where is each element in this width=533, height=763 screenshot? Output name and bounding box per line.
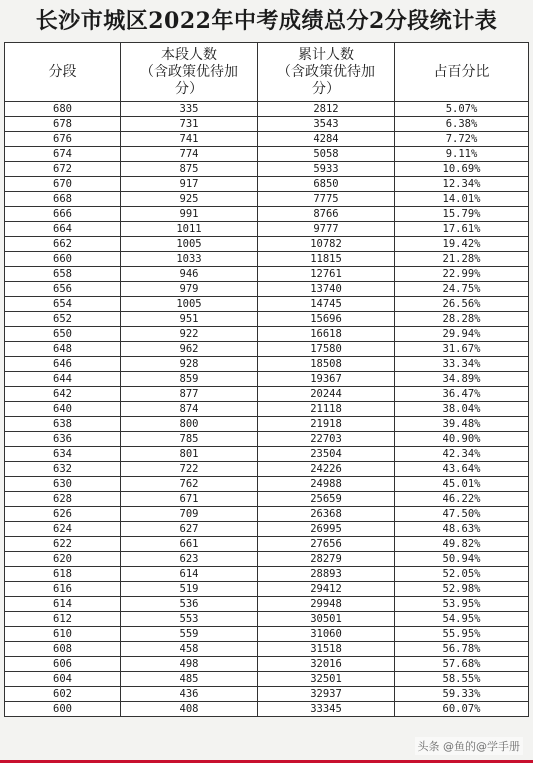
cell-percent: 26.56% bbox=[395, 297, 529, 312]
cell-score: 660 bbox=[5, 252, 121, 267]
cell-count: 671 bbox=[121, 492, 258, 507]
cell-score: 652 bbox=[5, 312, 121, 327]
table-row bbox=[5, 252, 529, 267]
cell-count: 553 bbox=[121, 612, 258, 627]
cell-percent: 52.05% bbox=[395, 567, 529, 582]
table-row bbox=[5, 387, 529, 402]
cell-percent: 21.28% bbox=[395, 252, 529, 267]
cell-score: 668 bbox=[5, 192, 121, 207]
table-row bbox=[5, 672, 529, 687]
cell-cumulative: 32016 bbox=[258, 657, 395, 672]
cell-count: 1033 bbox=[121, 252, 258, 267]
cell-count: 436 bbox=[121, 687, 258, 702]
cell-percent: 40.90% bbox=[395, 432, 529, 447]
cell-percent: 12.34% bbox=[395, 177, 529, 192]
cell-count: 762 bbox=[121, 477, 258, 492]
cell-cumulative: 9777 bbox=[258, 222, 395, 237]
cell-cumulative: 11815 bbox=[258, 252, 395, 267]
table-row bbox=[5, 357, 529, 372]
cell-score: 604 bbox=[5, 672, 121, 687]
cell-count: 922 bbox=[121, 327, 258, 342]
header-count: 本段人数 （含政策优待加 分） bbox=[121, 43, 258, 102]
cell-percent: 7.72% bbox=[395, 132, 529, 147]
cell-count: 979 bbox=[121, 282, 258, 297]
cell-count: 623 bbox=[121, 552, 258, 567]
cell-cumulative: 26995 bbox=[258, 522, 395, 537]
cell-cumulative: 25659 bbox=[258, 492, 395, 507]
table-row bbox=[5, 657, 529, 672]
cell-cumulative: 6850 bbox=[258, 177, 395, 192]
cell-percent: 52.98% bbox=[395, 582, 529, 597]
cell-count: 951 bbox=[121, 312, 258, 327]
cell-percent: 22.99% bbox=[395, 267, 529, 282]
cell-count: 498 bbox=[121, 657, 258, 672]
cell-cumulative: 29412 bbox=[258, 582, 395, 597]
cell-cumulative: 3543 bbox=[258, 117, 395, 132]
cell-score: 622 bbox=[5, 537, 121, 552]
cell-percent: 39.48% bbox=[395, 417, 529, 432]
table-row bbox=[5, 342, 529, 357]
table-row bbox=[5, 102, 529, 117]
table-row bbox=[5, 132, 529, 147]
cell-score: 638 bbox=[5, 417, 121, 432]
cell-percent: 57.68% bbox=[395, 657, 529, 672]
cell-count: 946 bbox=[121, 267, 258, 282]
cell-cumulative: 32501 bbox=[258, 672, 395, 687]
cell-count: 991 bbox=[121, 207, 258, 222]
cell-percent: 53.95% bbox=[395, 597, 529, 612]
cell-score: 648 bbox=[5, 342, 121, 357]
cell-count: 874 bbox=[121, 402, 258, 417]
cell-percent: 45.01% bbox=[395, 477, 529, 492]
cell-cumulative: 29948 bbox=[258, 597, 395, 612]
table-row bbox=[5, 282, 529, 297]
cell-cumulative: 22703 bbox=[258, 432, 395, 447]
cell-cumulative: 24226 bbox=[258, 462, 395, 477]
table-row bbox=[5, 237, 529, 252]
table-row bbox=[5, 222, 529, 237]
cell-cumulative: 21118 bbox=[258, 402, 395, 417]
cell-percent: 15.79% bbox=[395, 207, 529, 222]
cell-score: 646 bbox=[5, 357, 121, 372]
table-row bbox=[5, 327, 529, 342]
cell-score: 634 bbox=[5, 447, 121, 462]
cell-count: 731 bbox=[121, 117, 258, 132]
cell-score: 666 bbox=[5, 207, 121, 222]
table-row bbox=[5, 312, 529, 327]
cell-count: 536 bbox=[121, 597, 258, 612]
cell-cumulative: 27656 bbox=[258, 537, 395, 552]
cell-cumulative: 4284 bbox=[258, 132, 395, 147]
cell-cumulative: 19367 bbox=[258, 372, 395, 387]
cell-count: 774 bbox=[121, 147, 258, 162]
table-row bbox=[5, 642, 529, 657]
cell-score: 600 bbox=[5, 702, 121, 717]
cell-percent: 58.55% bbox=[395, 672, 529, 687]
cell-count: 661 bbox=[121, 537, 258, 552]
cell-percent: 59.33% bbox=[395, 687, 529, 702]
cell-count: 709 bbox=[121, 507, 258, 522]
table-row bbox=[5, 297, 529, 312]
cell-percent: 54.95% bbox=[395, 612, 529, 627]
cell-cumulative: 17580 bbox=[258, 342, 395, 357]
table-row bbox=[5, 117, 529, 132]
cell-percent: 55.95% bbox=[395, 627, 529, 642]
cell-score: 654 bbox=[5, 297, 121, 312]
table-row bbox=[5, 462, 529, 477]
header-score: 分段 bbox=[5, 43, 121, 102]
cell-score: 624 bbox=[5, 522, 121, 537]
cell-percent: 6.38% bbox=[395, 117, 529, 132]
cell-count: 785 bbox=[121, 432, 258, 447]
cell-score: 616 bbox=[5, 582, 121, 597]
cell-score: 642 bbox=[5, 387, 121, 402]
cell-cumulative: 28893 bbox=[258, 567, 395, 582]
cell-score: 610 bbox=[5, 627, 121, 642]
table-header-row bbox=[5, 43, 529, 102]
cell-cumulative: 14745 bbox=[258, 297, 395, 312]
cell-score: 614 bbox=[5, 597, 121, 612]
table-row bbox=[5, 417, 529, 432]
cell-count: 962 bbox=[121, 342, 258, 357]
cell-percent: 10.69% bbox=[395, 162, 529, 177]
cell-count: 741 bbox=[121, 132, 258, 147]
watermark: 头条 @鱼的@学手册 bbox=[415, 737, 524, 755]
cell-score: 626 bbox=[5, 507, 121, 522]
cell-cumulative: 5058 bbox=[258, 147, 395, 162]
cell-score: 662 bbox=[5, 237, 121, 252]
cell-count: 559 bbox=[121, 627, 258, 642]
cell-score: 620 bbox=[5, 552, 121, 567]
table-row bbox=[5, 192, 529, 207]
table-row bbox=[5, 597, 529, 612]
cell-count: 1011 bbox=[121, 222, 258, 237]
table-row bbox=[5, 207, 529, 222]
cell-count: 801 bbox=[121, 447, 258, 462]
table-body bbox=[5, 102, 529, 717]
cell-count: 925 bbox=[121, 192, 258, 207]
cell-score: 632 bbox=[5, 462, 121, 477]
cell-cumulative: 13740 bbox=[258, 282, 395, 297]
cell-percent: 47.50% bbox=[395, 507, 529, 522]
cell-cumulative: 16618 bbox=[258, 327, 395, 342]
cell-percent: 28.28% bbox=[395, 312, 529, 327]
cell-cumulative: 30501 bbox=[258, 612, 395, 627]
cell-percent: 33.34% bbox=[395, 357, 529, 372]
cell-percent: 34.89% bbox=[395, 372, 529, 387]
cell-percent: 9.11% bbox=[395, 147, 529, 162]
table-row bbox=[5, 267, 529, 282]
cell-percent: 50.94% bbox=[395, 552, 529, 567]
table-row bbox=[5, 402, 529, 417]
cell-score: 650 bbox=[5, 327, 121, 342]
cell-cumulative: 5933 bbox=[258, 162, 395, 177]
cell-count: 485 bbox=[121, 672, 258, 687]
cell-score: 676 bbox=[5, 132, 121, 147]
cell-count: 627 bbox=[121, 522, 258, 537]
cell-cumulative: 33345 bbox=[258, 702, 395, 717]
cell-score: 612 bbox=[5, 612, 121, 627]
cell-cumulative: 12761 bbox=[258, 267, 395, 282]
cell-count: 859 bbox=[121, 372, 258, 387]
table-row bbox=[5, 177, 529, 192]
cell-count: 722 bbox=[121, 462, 258, 477]
cell-score: 672 bbox=[5, 162, 121, 177]
cell-score: 674 bbox=[5, 147, 121, 162]
table-row bbox=[5, 552, 529, 567]
cell-percent: 46.22% bbox=[395, 492, 529, 507]
table-row bbox=[5, 687, 529, 702]
cell-percent: 5.07% bbox=[395, 102, 529, 117]
cell-score: 658 bbox=[5, 267, 121, 282]
header-percent: 占百分比 bbox=[395, 43, 529, 102]
cell-percent: 17.61% bbox=[395, 222, 529, 237]
cell-score: 670 bbox=[5, 177, 121, 192]
cell-count: 614 bbox=[121, 567, 258, 582]
cell-count: 1005 bbox=[121, 237, 258, 252]
cell-cumulative: 31060 bbox=[258, 627, 395, 642]
cell-score: 664 bbox=[5, 222, 121, 237]
table-row bbox=[5, 537, 529, 552]
cell-score: 602 bbox=[5, 687, 121, 702]
table-row bbox=[5, 612, 529, 627]
table-row bbox=[5, 507, 529, 522]
page-title: 长沙市城区2022年中考成绩总分2分段统计表 bbox=[35, 8, 498, 34]
cell-percent: 60.07% bbox=[395, 702, 529, 717]
table-row bbox=[5, 627, 529, 642]
cell-count: 1005 bbox=[121, 297, 258, 312]
cell-percent: 19.42% bbox=[395, 237, 529, 252]
cell-score: 644 bbox=[5, 372, 121, 387]
table-row bbox=[5, 162, 529, 177]
table-row bbox=[5, 447, 529, 462]
cell-percent: 43.64% bbox=[395, 462, 529, 477]
score-table bbox=[4, 42, 529, 717]
cell-score: 656 bbox=[5, 282, 121, 297]
cell-percent: 31.67% bbox=[395, 342, 529, 357]
cell-score: 630 bbox=[5, 477, 121, 492]
table-row bbox=[5, 147, 529, 162]
table-row bbox=[5, 567, 529, 582]
cell-cumulative: 32937 bbox=[258, 687, 395, 702]
cell-count: 335 bbox=[121, 102, 258, 117]
cell-percent: 14.01% bbox=[395, 192, 529, 207]
cell-cumulative: 26368 bbox=[258, 507, 395, 522]
table-row bbox=[5, 432, 529, 447]
cell-score: 680 bbox=[5, 102, 121, 117]
cell-score: 636 bbox=[5, 432, 121, 447]
cell-count: 458 bbox=[121, 642, 258, 657]
cell-count: 519 bbox=[121, 582, 258, 597]
cell-score: 678 bbox=[5, 117, 121, 132]
cell-count: 877 bbox=[121, 387, 258, 402]
cell-count: 917 bbox=[121, 177, 258, 192]
cell-percent: 48.63% bbox=[395, 522, 529, 537]
cell-percent: 56.78% bbox=[395, 642, 529, 657]
cell-cumulative: 23504 bbox=[258, 447, 395, 462]
cell-count: 408 bbox=[121, 702, 258, 717]
cell-cumulative: 24988 bbox=[258, 477, 395, 492]
cell-count: 928 bbox=[121, 357, 258, 372]
cell-cumulative: 31518 bbox=[258, 642, 395, 657]
cell-cumulative: 18508 bbox=[258, 357, 395, 372]
cell-cumulative: 2812 bbox=[258, 102, 395, 117]
table-row bbox=[5, 372, 529, 387]
cell-score: 618 bbox=[5, 567, 121, 582]
cell-score: 628 bbox=[5, 492, 121, 507]
cell-count: 800 bbox=[121, 417, 258, 432]
cell-cumulative: 10782 bbox=[258, 237, 395, 252]
table-row bbox=[5, 477, 529, 492]
cell-cumulative: 20244 bbox=[258, 387, 395, 402]
table-row bbox=[5, 492, 529, 507]
cell-percent: 36.47% bbox=[395, 387, 529, 402]
cell-score: 608 bbox=[5, 642, 121, 657]
cell-percent: 24.75% bbox=[395, 282, 529, 297]
cell-score: 606 bbox=[5, 657, 121, 672]
table-row bbox=[5, 582, 529, 597]
cell-cumulative: 7775 bbox=[258, 192, 395, 207]
cell-percent: 49.82% bbox=[395, 537, 529, 552]
cell-cumulative: 8766 bbox=[258, 207, 395, 222]
cell-cumulative: 21918 bbox=[258, 417, 395, 432]
header-cumulative: 累计人数 （含政策优待加 分） bbox=[258, 43, 395, 102]
cell-score: 640 bbox=[5, 402, 121, 417]
cell-cumulative: 28279 bbox=[258, 552, 395, 567]
cell-percent: 42.34% bbox=[395, 447, 529, 462]
cell-percent: 38.04% bbox=[395, 402, 529, 417]
table-row bbox=[5, 702, 529, 717]
cell-percent: 29.94% bbox=[395, 327, 529, 342]
cell-count: 875 bbox=[121, 162, 258, 177]
cell-cumulative: 15696 bbox=[258, 312, 395, 327]
table-row bbox=[5, 522, 529, 537]
